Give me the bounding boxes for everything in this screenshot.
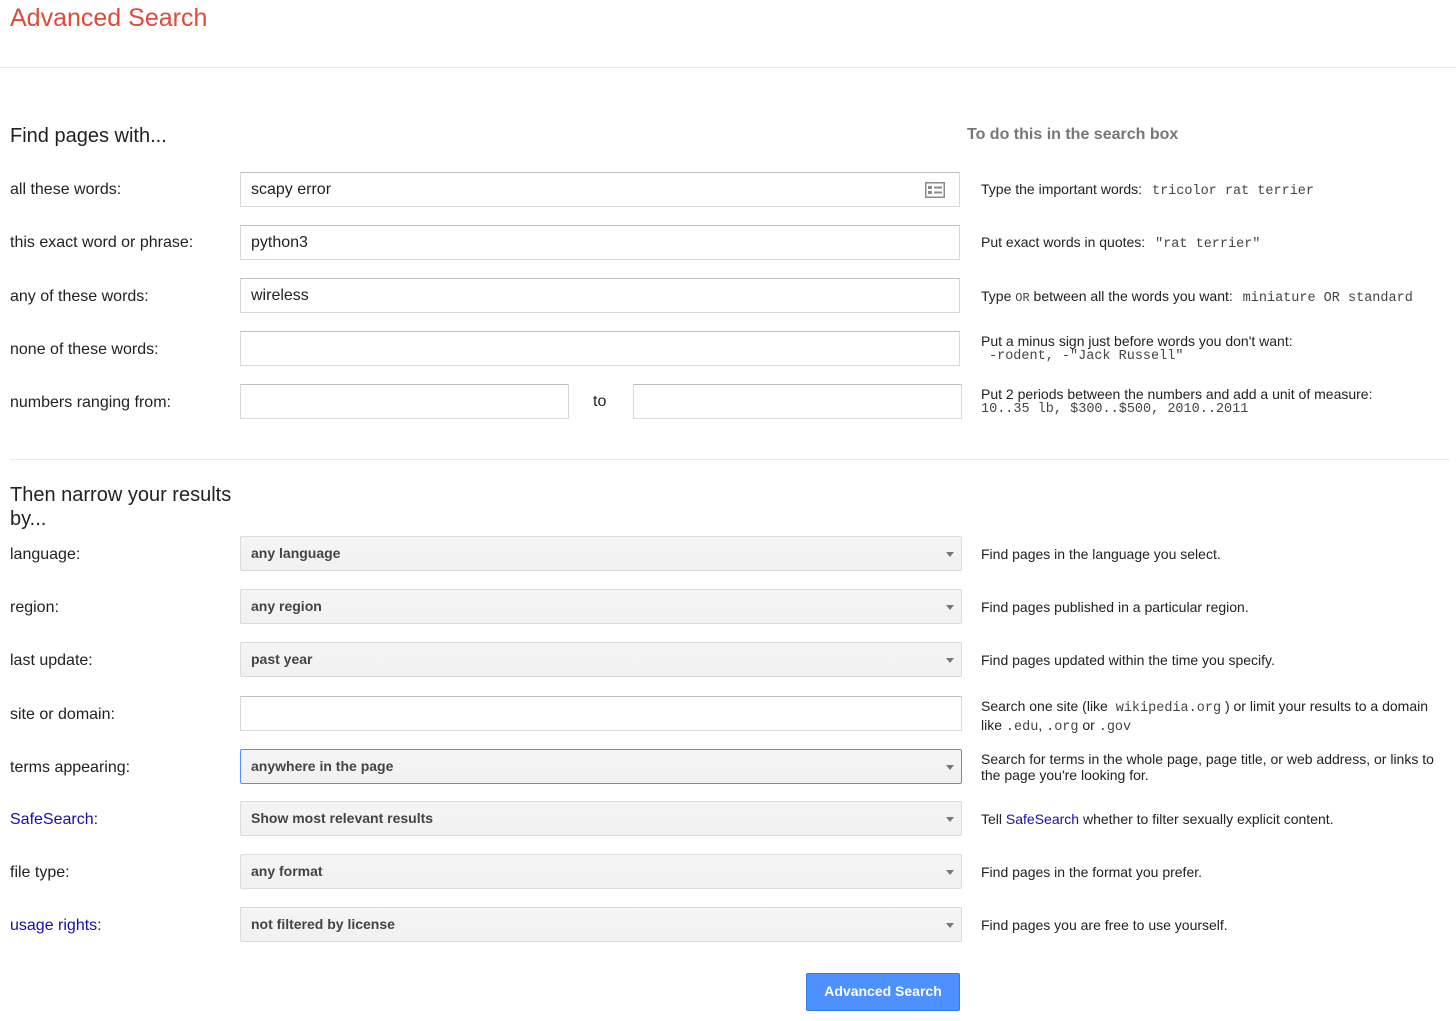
exact-phrase-label: this exact word or phrase: [10, 234, 194, 251]
numbers-from-input[interactable] [240, 384, 569, 419]
exact-phrase-value: python3 [251, 234, 308, 251]
site-domain-label: site or domain: [10, 706, 115, 723]
terms-appearing-select[interactable] [240, 749, 962, 784]
any-words-hint-pre: Type [981, 288, 1016, 304]
site-domain-hint-example-org: .org [1046, 720, 1079, 735]
hint-column-heading: To do this in the search box [967, 126, 1179, 143]
triangle-down-icon [946, 765, 954, 770]
all-words-value: scapy error [251, 181, 332, 198]
file-type-hint: Find pages in the format you prefer. [981, 864, 1203, 880]
none-words-hint-example: -rodent, -"Jack Russell" [989, 349, 1184, 364]
page-title: Advanced Search [10, 4, 208, 32]
triangle-down-icon [946, 605, 954, 610]
region-hint: Find pages published in a particular region. [981, 599, 1249, 615]
usage-rights-select[interactable] [240, 907, 962, 942]
safesearch-label-link[interactable]: SafeSearch [10, 811, 94, 828]
any-words-value: wireless [251, 287, 309, 304]
section-divider [10, 459, 1450, 460]
exact-phrase-hint-example: "rat terrier" [1155, 237, 1261, 252]
all-words-hint-example: tricolor rat terrier [1151, 184, 1314, 199]
safesearch-label [10, 810, 98, 830]
usage-rights-label-link[interactable]: usage rights [10, 917, 98, 934]
all-words-hint [981, 181, 1451, 200]
last-update-label: last update: [10, 652, 93, 669]
language-label: language: [10, 546, 81, 563]
none-words-label: none of these words: [10, 341, 159, 358]
language-selected-value: any language [251, 545, 341, 561]
narrow-section-heading: Then narrow your results by... [10, 484, 232, 530]
usage-rights-label-suffix: : [97, 917, 102, 934]
safesearch-selected-value: Show most relevant results [251, 810, 434, 826]
numbers-range-hint-text: Put 2 periods between the numbers and add a unit of measure: [981, 386, 1373, 402]
last-update-selected-value: past year [251, 651, 313, 667]
any-words-input[interactable] [240, 278, 960, 313]
numbers-to-label: to [593, 393, 607, 410]
file-type-selected-value: any format [251, 863, 323, 879]
last-update-select[interactable] [240, 642, 962, 677]
site-domain-hint-example-site: wikipedia.org [1115, 701, 1222, 716]
header-divider [0, 67, 1456, 68]
all-words-hint-text: Type the important words: [981, 181, 1146, 197]
none-words-hint-text: Put a minus sign just before words you don't want: [981, 333, 1293, 349]
safesearch-select[interactable] [240, 801, 962, 836]
region-label: region: [10, 599, 59, 616]
safesearch-hint-link[interactable]: SafeSearch [1005, 811, 1080, 827]
file-type-select[interactable] [240, 854, 962, 889]
triangle-down-icon [946, 658, 954, 663]
any-words-label: any of these words: [10, 288, 149, 305]
numbers-range-label: numbers ranging from: [10, 394, 171, 411]
triangle-down-icon [946, 923, 954, 928]
exact-phrase-input[interactable] [240, 225, 960, 260]
any-words-hint-or: OR [1015, 291, 1030, 305]
triangle-down-icon [946, 817, 954, 822]
site-domain-hint-example-edu: .edu [1005, 720, 1039, 735]
site-domain-hint [981, 698, 1451, 736]
safesearch-hint-pre: Tell [981, 811, 1006, 827]
advanced-search-button[interactable]: Advanced Search [806, 973, 960, 1011]
terms-appearing-hint: Search for terms in the whole page, page title, or web address, or links to the page you're looking for. [981, 751, 1434, 783]
site-domain-hint-example-gov: .gov [1098, 720, 1132, 735]
any-words-hint-post: between all the words you want: [1029, 288, 1237, 304]
none-words-input[interactable] [240, 331, 960, 366]
last-update-hint: Find pages updated within the time you specify. [981, 652, 1275, 668]
numbers-range-hint [981, 386, 1451, 418]
site-domain-input[interactable] [240, 696, 962, 731]
all-words-input[interactable] [240, 172, 960, 207]
site-domain-hint-comma: , [1038, 717, 1047, 733]
exact-phrase-hint-text: Put exact words in quotes: [981, 234, 1150, 250]
find-section-heading: Find pages with... [10, 125, 167, 147]
region-select[interactable] [240, 589, 962, 624]
language-select[interactable] [240, 536, 962, 571]
file-type-label: file type: [10, 864, 70, 881]
any-words-hint [981, 288, 1451, 307]
terms-appearing-selected-value: anywhere in the page [251, 758, 394, 774]
usage-rights-selected-value: not filtered by license [251, 916, 395, 932]
site-domain-hint-or: or [1078, 717, 1099, 733]
triangle-down-icon [946, 552, 954, 557]
terms-appearing-label: terms appearing: [10, 759, 131, 776]
usage-rights-hint: Find pages you are free to use yourself. [981, 917, 1228, 933]
language-hint: Find pages in the language you select. [981, 546, 1221, 562]
safesearch-hint-post: whether to filter sexually explicit content. [1079, 811, 1334, 827]
site-domain-hint-pre: Search one site (like [981, 698, 1112, 714]
numbers-to-input[interactable] [633, 384, 962, 419]
numbers-range-hint-example: 10..35 lb, $300..$500, 2010..2011 [981, 402, 1249, 417]
safesearch-hint [981, 811, 1451, 827]
keyboard-icon[interactable] [925, 182, 945, 198]
none-words-hint [981, 333, 1451, 365]
site-domain-hint-mid: ) or limit your results to a domain like [981, 698, 1429, 733]
triangle-down-icon [946, 870, 954, 875]
safesearch-label-suffix: : [93, 811, 99, 828]
all-words-label: all these words: [10, 181, 122, 198]
usage-rights-label [10, 916, 102, 936]
region-selected-value: any region [251, 598, 322, 614]
any-words-hint-example: miniature OR standard [1242, 291, 1413, 306]
exact-phrase-hint [981, 234, 1451, 253]
